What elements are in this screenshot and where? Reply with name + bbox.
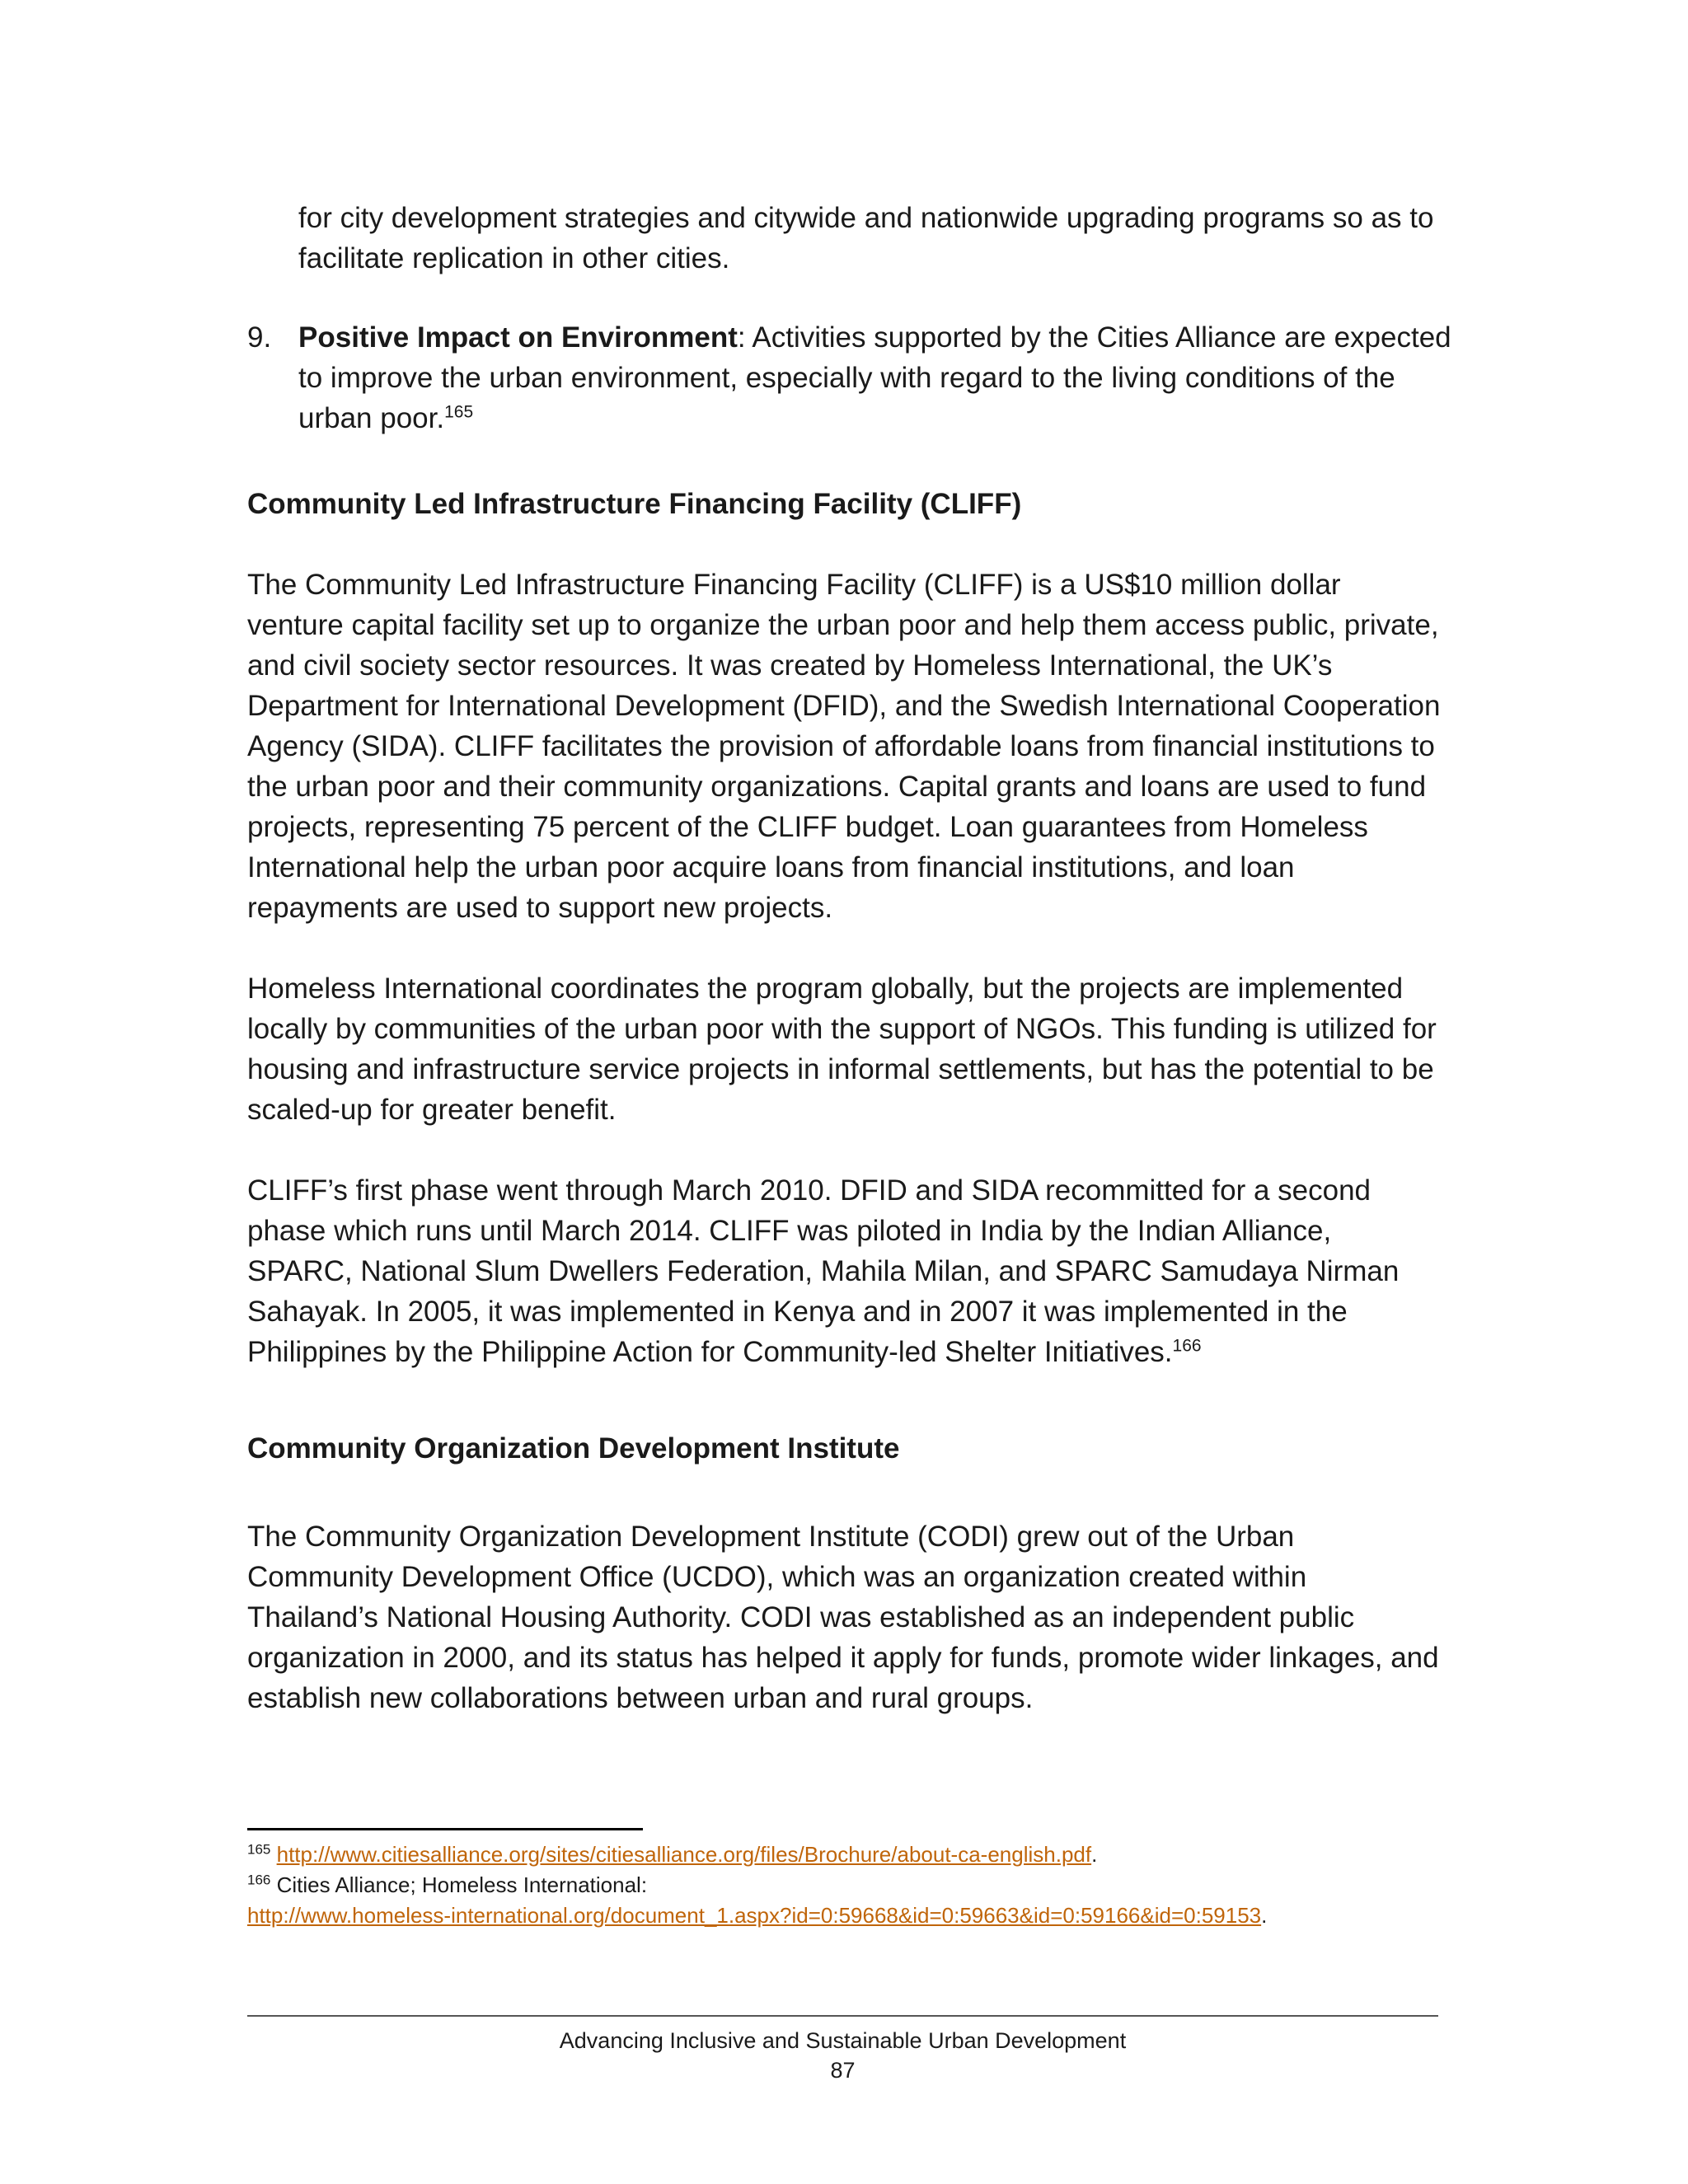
footnote-ref-165[interactable]: 165	[444, 402, 474, 422]
list-item-text: : Activities supported by the Cities Alliance are expected to improve the urban environment, especially with regard to the living conditions of the urban poor.	[298, 321, 1451, 434]
continuation-paragraph	[298, 198, 1452, 279]
footnote-166-link[interactable]: http://www.homeless-international.org/document_1.aspx?id=0:59668&id=0:59663&id=0:59166&id=0:59153	[247, 1903, 1262, 1928]
footnotes	[247, 1840, 1451, 1931]
section-heading-codi: Community Organization Development Institute	[247, 1432, 900, 1465]
footnote-165	[247, 1840, 1451, 1870]
footnote-trailing: .	[1091, 1842, 1098, 1867]
page-number: 87	[830, 2058, 856, 2083]
cliff-paragraph-2: Homeless International coordinates the program globally, but the projects are implemented locally by communities of the urban poor with the support of NGOs. This funding is utilized for housing and infrastructure service projects in informal settlements, but has the potential to be scaled-up for greater benefit.	[247, 972, 1437, 1126]
footer-divider	[247, 2015, 1438, 2017]
footnote-trailing: .	[1261, 1903, 1268, 1928]
cliff-paragraph-1: The Community Led Infrastructure Financing Facility (CLIFF) is a US$10 million dollar venture capital facility set up to organize the urban poor and help them access public, private, and civil society sector resources. It was created by Homeless International, the UK’s Department for International Development (DFID), and the Swedish International Cooperation Agency (SIDA). CLIFF facilitates the provision of affordable loans from financial institutions to the urban poor and their community organizations. Capital grants and loans are used to fund projects, representing 75 percent of the CLIFF budget. Loan guarantees from Homeless International help the urban poor acquire loans from financial institutions, and loan repayments are used to support new projects.	[247, 569, 1441, 924]
footnote-166	[247, 1870, 1451, 1900]
footnote-number: 166	[247, 1872, 271, 1888]
list-item-body	[298, 317, 1452, 438]
list-item-number: 9.	[247, 321, 272, 354]
footnote-166-text: Cities Alliance; Homeless International:	[270, 1872, 648, 1897]
footnote-number: 165	[247, 1841, 271, 1858]
cliff-paragraph-3-text: CLIFF’s first phase went through March 2010. DFID and SIDA recommitted for a second phase which runs until March 2014. CLIFF was piloted in India by the Indian Alliance, SPARC, National Slum Dwellers Federation, Mahila Milan, and SPARC Samudaya Nirman Sahayak. In 2005, it was implemented in Kenya and in 2007 it was implemented in the Philippines by the Philippine Action for Community-led Shelter Initiatives.	[247, 1174, 1400, 1368]
list-item-bold-label: Positive Impact on Environment	[298, 321, 738, 354]
continuation-text: for city development strategies and citywide and nationwide upgrading programs so as to facilitate replication in other cities.	[298, 202, 1434, 274]
footnote-165-link[interactable]: http://www.citiesalliance.org/sites/citiesalliance.org/files/Brochure/about-ca-english.pdf	[276, 1842, 1092, 1867]
section-heading-cliff: Community Led Infrastructure Financing Facility (CLIFF)	[247, 488, 1022, 520]
footnote-divider	[247, 1828, 643, 1830]
cliff-paragraph-3	[247, 1170, 1442, 1372]
list-item-9	[247, 317, 1451, 434]
footnote-166-link-line	[247, 1900, 1451, 1931]
codi-paragraph-1: The Community Organization Development Institute (CODI) grew out of the Urban Community Development Office (UCDO), which was an organization created within Thailand’s National Housing Authority. CODI was established as an independent public organization in 2000, and its status has helped it apply for funds, promote wider linkages, and establish new collaborations between urban and rural groups.	[247, 1521, 1439, 1714]
footnote-ref-166[interactable]: 166	[1172, 1336, 1202, 1356]
footer-title: Advancing Inclusive and Sustainable Urban Development	[559, 2028, 1127, 2053]
